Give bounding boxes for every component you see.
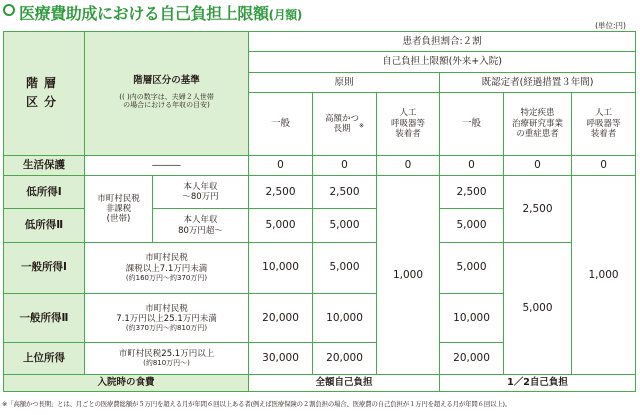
welfare-existing-general: 0 — [440, 155, 504, 175]
page-title — [19, 1, 302, 24]
title-sub: (月額) — [268, 8, 302, 22]
criteria-upper — [85, 343, 249, 374]
existing-ventilator-header — [572, 92, 636, 155]
gen1-criteria-income: (約160万円～約370万円) — [125, 273, 208, 282]
gen2-criteria-text: 市町村民税 7.1万円以上25.1万円未満 — [116, 303, 217, 324]
level-header: 階層 区分 — [25, 76, 62, 110]
principle-header: 原則 — [249, 72, 440, 92]
existing-severe-mid-limit: 5,000 — [504, 242, 572, 374]
gen1-principle-high: 5,000 — [313, 242, 377, 293]
limit-header: 自己負担上限額(外来+入院) — [249, 52, 636, 72]
welfare-principle-vent: 0 — [377, 155, 440, 175]
upper-principle-general: 30,000 — [249, 343, 313, 374]
upper-criteria-text: 市町村民税25.1万円以上 — [118, 349, 215, 360]
principle-ventilator-header — [377, 92, 440, 155]
criteria-header-note: (( )内の数字は、夫婦２人世帯 の場合における年収の目安) — [119, 92, 214, 110]
low1-existing-general: 2,500 — [440, 175, 504, 208]
criteria-nontaxable-group — [85, 175, 153, 242]
level-low1: 低所得Ⅰ — [4, 175, 85, 208]
gen2-principle-high: 10,000 — [313, 293, 377, 343]
title-bar — [0, 0, 640, 22]
principle-high-long-header — [313, 92, 377, 155]
low1-principle-general: 2,500 — [249, 175, 313, 208]
existing-ventilator-limit: 1,000 — [572, 175, 636, 374]
criteria-header-cell — [85, 32, 249, 156]
meal-principle: 全額自己負担 — [249, 374, 440, 391]
upper-criteria-income: (約810万円～) — [143, 359, 190, 368]
low1-criteria-text: 本人年収 ～80万円 — [182, 182, 219, 203]
welfare-existing-severe: 0 — [504, 155, 572, 175]
level-header-cell — [4, 32, 85, 156]
welfare-principle-general: 0 — [249, 155, 313, 175]
meal-existing: 1／2自己負担 — [440, 374, 636, 391]
gen2-principle-general: 20,000 — [249, 293, 313, 343]
severe-label: 特定疾患 治療研究事業 の重症患者 — [512, 108, 564, 139]
low1-principle-high: 2,500 — [313, 175, 377, 208]
level-gen1: 一般所得Ⅰ — [4, 242, 85, 293]
criteria-header: 階層区分の基準 — [133, 75, 200, 87]
welfare-existing-vent: 0 — [572, 155, 636, 175]
low2-principle-general: 5,000 — [249, 209, 313, 242]
criteria-welfare: ――― — [85, 155, 249, 175]
criteria-low1 — [153, 175, 249, 208]
level-low2: 低所得Ⅱ — [4, 209, 85, 242]
principle-general-header: 一般 — [249, 92, 313, 155]
ventilator-label: 人工 呼吸器等 装着者 — [391, 108, 426, 139]
gen1-existing-general: 5,000 — [440, 242, 504, 293]
ventilator-label: 人工 呼吸器等 装着者 — [586, 108, 621, 139]
existing-general-header: 一般 — [440, 92, 504, 155]
existing-severe-header — [504, 92, 572, 155]
circle-bullet-icon — [3, 4, 15, 16]
gen1-principle-general: 10,000 — [249, 242, 313, 293]
low2-principle-high: 5,000 — [313, 209, 377, 242]
nontaxable-label: 市町村民税 非課税 (世帯) — [97, 193, 140, 225]
low2-criteria-text: 本人年収 80万円超～ — [178, 215, 223, 236]
unit-label: (単位:円) — [595, 21, 626, 30]
existing-severe-low-limit: 2,500 — [504, 175, 572, 242]
cost-limit-table — [3, 31, 636, 392]
criteria-gen1 — [85, 242, 249, 293]
existing-header: 既認定者(経過措置３年間) — [440, 72, 636, 92]
level-welfare: 生活保護 — [4, 155, 85, 175]
criteria-gen2 — [85, 293, 249, 343]
welfare-principle-high: 0 — [313, 155, 377, 175]
high-long-mark: ※ — [359, 121, 365, 129]
title-main: 医療費助成における自己負担上限額 — [19, 4, 269, 23]
meal-label: 入院時の食費 — [4, 374, 249, 391]
principle-ventilator-limit: 1,000 — [377, 175, 440, 374]
level-upper: 上位所得 — [4, 343, 85, 374]
level-gen2: 一般所得Ⅱ — [4, 293, 85, 343]
gen2-criteria-income: (約370万円～約810万円) — [125, 323, 208, 332]
high-long-label: 高額かつ 長期 — [324, 113, 359, 134]
low2-existing-general: 5,000 — [440, 209, 504, 242]
gen2-existing-general: 10,000 — [440, 293, 504, 343]
patient-ratio-header: 患者負担割合:２割 — [249, 32, 636, 52]
footnote: ※「高額かつ長期」とは、月ごとの医療費総額が５万円を超える月が年間６回以上ある者(例えば医療保険の２割負担の場合、医療費の自己負担が１万円を超える月が年間６回以上)。 — [2, 400, 512, 408]
upper-principle-high: 20,000 — [313, 343, 377, 374]
upper-existing-general: 20,000 — [440, 343, 504, 374]
gen1-criteria-text: 市町村民税 課税以上7.1万円未満 — [125, 253, 208, 274]
criteria-low2 — [153, 209, 249, 242]
